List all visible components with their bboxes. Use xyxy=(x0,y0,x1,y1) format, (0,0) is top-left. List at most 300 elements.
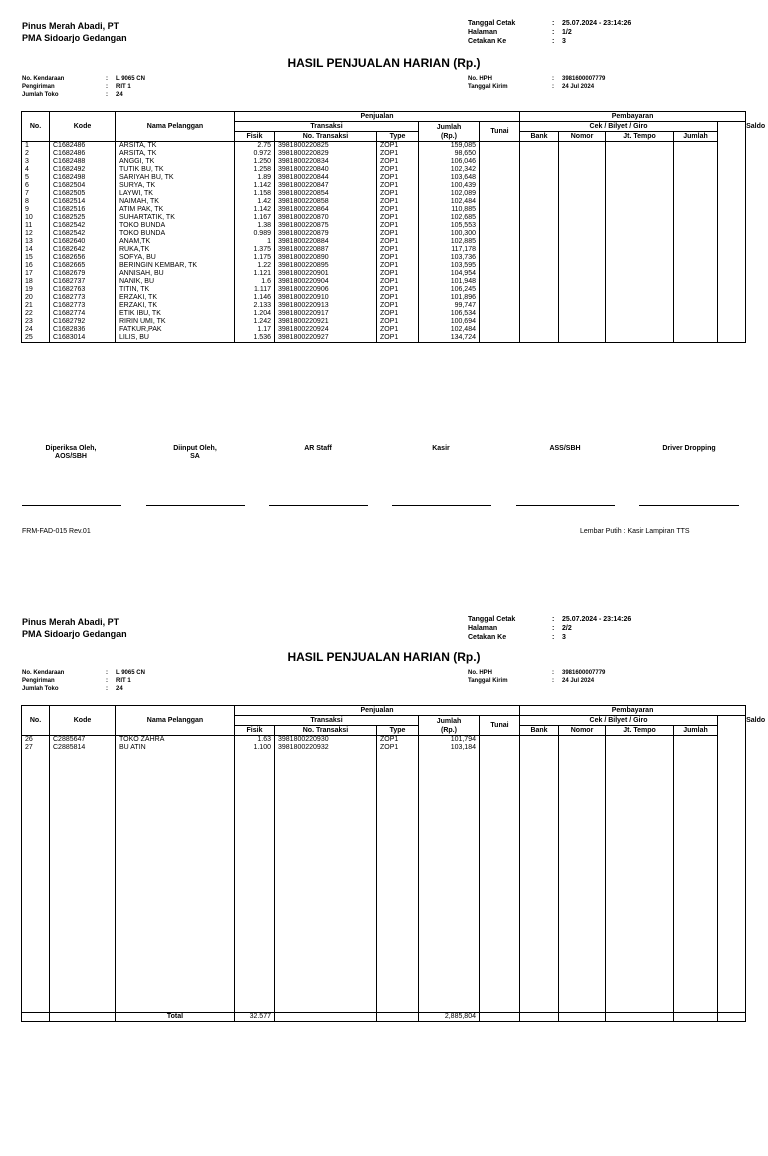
table-row xyxy=(22,230,746,238)
cell-type: ZOP1 xyxy=(377,334,419,343)
empty-cell xyxy=(480,262,520,270)
cell-jumlah: 102,685 xyxy=(419,214,480,222)
cell-nama: ANAM,TK xyxy=(116,238,235,246)
empty-cell xyxy=(606,302,674,310)
empty-cell xyxy=(559,326,606,334)
empty-cell xyxy=(480,1013,520,1022)
empty-cell xyxy=(674,318,718,326)
col-no-transaksi: No. Transaksi xyxy=(275,726,377,736)
cell-fisik: 1.38 xyxy=(235,222,275,230)
hph-info: No. HPH : 3981600007779 Tanggal Kirim : 24 Jul 2024 xyxy=(468,76,606,90)
empty-cell xyxy=(606,262,674,270)
empty-cell xyxy=(606,310,674,318)
empty-cell xyxy=(480,294,520,302)
table-row xyxy=(22,302,746,310)
empty-cell xyxy=(718,158,746,166)
cell-type: ZOP1 xyxy=(377,326,419,334)
cell-kode: C1682492 xyxy=(50,166,116,174)
empty-cell xyxy=(674,190,718,198)
empty-cell xyxy=(559,206,606,214)
cell-type: ZOP1 xyxy=(377,230,419,238)
cell-no-transaksi: 3981800220829 xyxy=(275,150,377,158)
cell-jumlah: 102,484 xyxy=(419,198,480,206)
cell-nama: ANGGI, TK xyxy=(116,158,235,166)
cell-kode: C1682836 xyxy=(50,326,116,334)
cell-fisik: 1.536 xyxy=(235,334,275,343)
empty-cell xyxy=(559,166,606,174)
cell-no: 24 xyxy=(22,326,50,334)
cell-fisik: 1.242 xyxy=(235,318,275,326)
cell-kode: C2885647 xyxy=(50,736,116,745)
cell-fisik: 1.250 xyxy=(235,158,275,166)
cell-fisik: 1.63 xyxy=(235,736,275,745)
cell-fisik: 1.42 xyxy=(235,198,275,206)
sig-checked-by: Diperiksa Oleh, AOS/SBH xyxy=(45,445,97,460)
cell-nama: ERZAKI, TK xyxy=(116,302,235,310)
empty-cell xyxy=(559,254,606,262)
cell-jumlah: 106,534 xyxy=(419,310,480,318)
print-count-value: 3 xyxy=(562,38,566,45)
cell-no-transaksi: 3981800220879 xyxy=(275,230,377,238)
cell-type: ZOP1 xyxy=(377,214,419,222)
cell-fisik: 1.89 xyxy=(235,174,275,182)
hph-info: No. HPH : 3981600007779 Tanggal Kirim : 24 Jul 2024 xyxy=(468,670,606,684)
table-row xyxy=(22,278,746,286)
vehicle-value: L 9065 CN xyxy=(116,670,145,676)
page-label: Halaman xyxy=(468,29,498,36)
empty-cell xyxy=(718,150,746,158)
empty-cell xyxy=(606,198,674,206)
cell-nama: SOFYA, BU xyxy=(116,254,235,262)
empty-cell xyxy=(480,310,520,318)
cell-fisik: 1.204 xyxy=(235,310,275,318)
empty-cell xyxy=(718,166,746,174)
empty-cell xyxy=(606,190,674,198)
sig-ar-staff: AR Staff xyxy=(304,445,332,452)
cell-no: 27 xyxy=(22,744,50,752)
sales-table-body xyxy=(22,736,746,1022)
cell-jumlah: 105,553 xyxy=(419,222,480,230)
empty-cell xyxy=(718,310,746,318)
empty-cell xyxy=(559,214,606,222)
vehicle-value: L 9065 CN xyxy=(116,76,145,82)
empty-cell xyxy=(718,270,746,278)
empty-cell xyxy=(674,744,718,752)
col-nomor: Nomor xyxy=(559,726,606,736)
signature-line xyxy=(392,505,491,506)
cell-kode: C1682505 xyxy=(50,190,116,198)
company-block xyxy=(22,20,127,44)
empty-cell xyxy=(480,206,520,214)
empty-cell xyxy=(520,222,559,230)
col-penjualan: Penjualan xyxy=(235,706,520,716)
empty-cell xyxy=(718,214,746,222)
cell-kode: C1682498 xyxy=(50,174,116,182)
empty-cell xyxy=(606,166,674,174)
empty-cell xyxy=(674,222,718,230)
cell-jumlah: 102,885 xyxy=(419,238,480,246)
empty-cell xyxy=(718,198,746,206)
cell-fisik: 1.121 xyxy=(235,270,275,278)
empty-cell xyxy=(275,752,377,1013)
cell-fisik: 1.375 xyxy=(235,246,275,254)
empty-cell xyxy=(606,736,674,745)
cell-nama: ARSITA, TK xyxy=(116,150,235,158)
cell-jumlah: 100,694 xyxy=(419,318,480,326)
empty-cell xyxy=(674,246,718,254)
report-page-2 xyxy=(0,596,768,1156)
empty-cell xyxy=(718,230,746,238)
empty-cell xyxy=(718,206,746,214)
empty-cell xyxy=(606,326,674,334)
col-kode: Kode xyxy=(50,706,116,736)
empty-cell xyxy=(520,230,559,238)
empty-cell xyxy=(674,310,718,318)
filler-row xyxy=(22,752,746,1013)
cell-nama: LILIS, BU xyxy=(116,334,235,343)
empty-cell xyxy=(674,166,718,174)
total-label: Total xyxy=(116,1013,235,1022)
empty-cell xyxy=(520,318,559,326)
empty-cell xyxy=(520,238,559,246)
table-row xyxy=(22,334,746,343)
empty-cell xyxy=(718,254,746,262)
hph-value: 3981600007779 xyxy=(562,670,606,676)
empty-cell xyxy=(480,214,520,222)
empty-cell xyxy=(480,318,520,326)
cell-no: 9 xyxy=(22,206,50,214)
empty-cell xyxy=(480,270,520,278)
cell-kode: C1682763 xyxy=(50,286,116,294)
empty-cell xyxy=(520,752,559,1013)
vehicle-label: No. Kendaraan xyxy=(22,76,65,82)
empty-cell xyxy=(559,230,606,238)
cell-jumlah: 102,342 xyxy=(419,166,480,174)
cell-nama: TITIN, TK xyxy=(116,286,235,294)
cell-jumlah: 104,954 xyxy=(419,270,480,278)
empty-cell xyxy=(718,246,746,254)
cell-type: ZOP1 xyxy=(377,246,419,254)
cell-no-transaksi: 3981800220858 xyxy=(275,198,377,206)
cell-fisik: 1.167 xyxy=(235,214,275,222)
cell-jumlah: 103,595 xyxy=(419,262,480,270)
empty-cell xyxy=(606,222,674,230)
cell-nama: BU ATIN xyxy=(116,744,235,752)
sales-table: No. Kode Nama Pelanggan Penjualan Pembayaran Saldo Transaksi Jumlah (Rp.) Tunai Cek / Bilyet / Giro Fisik No. Transaksi Type Bank Nomor Jt. Tempo Jumlah 1 C1682486 ARSITA, TK 2.75 3981800220825 ZOP1 159,085 2 C1682486 ARSITA, TK 0.972 3981800220829 ZOP1 98,650 3 C1682488 ANGGI, TK 1.250 3981800220834 ZOP1 106,046 4 C1682492 TUTIK BU, TK 1.258 3981800220840 ZOP1 102,342 5 C1682498 SARIYAH BU, TK 1.89 3981800220844 ZOP1 103,648 6 C1682504 SURYA, TK 1.142 3981800220847 ZOP1 100,439 7 C1682505 LAYWI, TK 1.158 3981800220854 ZOP1 102,089 8 C1682514 NAIMAH, TK 1.42 3981800220858 ZOP1 102,484 9 C1682516 ATIM PAK, TK 1.142 3981800220864 ZOP1 110,885 10 C1682525 SUHARTATIK, TK 1.167 3981800220870 ZOP1 102,685 11 C1682542 TOKO BUNDA 1.38 3981800220875 ZOP1 105,553 12 C1682542 TOKO BUNDA 0.989 3981800220879 ZOP1 100,300 13 C1682640 ANAM,TK 1 3981800220884 ZOP1 102,885 14 C1682642 RUKA,TK 1.375 3981800220887 ZOP1 117,178 15 C1682656 SOFYA, BU 1.175 3981800220890 ZOP1 103,736 16 C1682665 BERINGIN KEMBAR, TK 1.22 3981800220895 ZOP1 103,595 17 C1682679 ANNISAH, BU 1.121 3981800220901 ZOP1 104,954 18 C1682737 NANIK, BU 1.6 3981800220904 ZOP1 101,948 19 C1682763 TITIN, TK 1.117 3981800220906 ZOP1 106,245 20 C1682773 ERZAKI, TK 1.146 3981800220910 ZOP1 101,896 21 C1682773 ERZAKI, TK 2.133 3981800220913 ZOP1 99,747 22 C1682774 ETIK IBU, TK 1.204 3981800220917 ZOP1 106,534 23 C1682792 RIRIN UMI, TK 1.242 3981800220921 ZOP1 100,694 24 C1682836 FATKUR,PAK 1.17 3981800220924 ZOP1 102,484 25 C1683014 LILIS, BU 1.536 3981800220927 ZOP1 134,724 xyxy=(21,111,746,343)
page-label: Halaman xyxy=(468,625,498,632)
empty-cell xyxy=(480,238,520,246)
cell-kode: C1682773 xyxy=(50,294,116,302)
cell-fisik: 2.133 xyxy=(235,302,275,310)
cell-type: ZOP1 xyxy=(377,744,419,752)
empty-cell xyxy=(606,230,674,238)
table-row xyxy=(22,198,746,206)
table-row xyxy=(22,744,746,752)
col-kode: Kode xyxy=(50,112,116,142)
empty-cell xyxy=(559,752,606,1013)
empty-cell xyxy=(606,214,674,222)
total-fisik: 32.577 xyxy=(235,1013,275,1022)
empty-cell xyxy=(606,142,674,151)
cell-jumlah: 99,747 xyxy=(419,302,480,310)
cell-jumlah: 102,484 xyxy=(419,326,480,334)
cell-no: 22 xyxy=(22,310,50,318)
cell-type: ZOP1 xyxy=(377,262,419,270)
empty-cell xyxy=(520,158,559,166)
empty-cell xyxy=(674,254,718,262)
cell-nama: ATIM PAK, TK xyxy=(116,206,235,214)
send-date-value: 24 Jul 2024 xyxy=(562,84,595,90)
empty-cell xyxy=(674,150,718,158)
cell-kode: C2885814 xyxy=(50,744,116,752)
col-pembayaran: Pembayaran xyxy=(520,706,746,716)
cell-nama: BERINGIN KEMBAR, TK xyxy=(116,262,235,270)
cell-nama: SARIYAH BU, TK xyxy=(116,174,235,182)
cell-kode: C1682516 xyxy=(50,206,116,214)
cell-kode: C1682656 xyxy=(50,254,116,262)
empty-cell xyxy=(718,318,746,326)
empty-cell xyxy=(22,1013,50,1022)
cell-nama: NAIMAH, TK xyxy=(116,198,235,206)
col-penjualan: Penjualan xyxy=(235,112,520,122)
col-jumlah-cek: Jumlah xyxy=(674,132,718,142)
empty-cell xyxy=(520,182,559,190)
shipment-value: RIT 1 xyxy=(116,84,131,90)
shipment-info: No. Kendaraan : L 9065 CN Pengiriman : RIT 1 Jumlah Toko : 24 xyxy=(22,670,145,692)
empty-cell xyxy=(718,294,746,302)
print-count-label: Cetakan Ke xyxy=(468,634,507,641)
col-nomor: Nomor xyxy=(559,132,606,142)
empty-cell xyxy=(235,752,275,1013)
empty-cell xyxy=(674,206,718,214)
empty-cell xyxy=(674,158,718,166)
empty-cell xyxy=(559,262,606,270)
empty-cell xyxy=(520,198,559,206)
store-count-label: Jumlah Toko xyxy=(22,92,59,98)
cell-type: ZOP1 xyxy=(377,150,419,158)
table-row xyxy=(22,270,746,278)
cell-nama: TOKO ZAHRA xyxy=(116,736,235,745)
empty-cell xyxy=(606,246,674,254)
empty-cell xyxy=(674,262,718,270)
empty-cell xyxy=(674,174,718,182)
cell-no-transaksi: 3981800220870 xyxy=(275,214,377,222)
cell-fisik: 0.989 xyxy=(235,230,275,238)
empty-cell xyxy=(559,198,606,206)
cell-fisik: 1.146 xyxy=(235,294,275,302)
cell-kode: C1682525 xyxy=(50,214,116,222)
col-bank: Bank xyxy=(520,132,559,142)
cell-kode: C1682514 xyxy=(50,198,116,206)
table-row xyxy=(22,286,746,294)
empty-cell xyxy=(480,230,520,238)
empty-cell xyxy=(480,254,520,262)
send-date-label: Tanggal Kirim xyxy=(468,678,508,684)
cell-jumlah: 102,089 xyxy=(419,190,480,198)
col-cek: Cek / Bilyet / Giro xyxy=(520,122,718,132)
col-nama: Nama Pelanggan xyxy=(116,112,235,142)
cell-no-transaksi: 3981800220890 xyxy=(275,254,377,262)
empty-cell xyxy=(480,174,520,182)
empty-cell xyxy=(606,318,674,326)
cell-fisik: 1.17 xyxy=(235,326,275,334)
cell-fisik: 1.258 xyxy=(235,166,275,174)
col-pembayaran: Pembayaran xyxy=(520,112,746,122)
empty-cell xyxy=(718,736,746,745)
empty-cell xyxy=(718,182,746,190)
empty-cell xyxy=(606,150,674,158)
table-row xyxy=(22,262,746,270)
empty-cell xyxy=(559,278,606,286)
table-row xyxy=(22,214,746,222)
cell-type: ZOP1 xyxy=(377,222,419,230)
cell-no: 20 xyxy=(22,294,50,302)
print-count-value: 3 xyxy=(562,634,566,641)
report-page-1 xyxy=(0,0,768,560)
cell-kode: C1682504 xyxy=(50,182,116,190)
table-row xyxy=(22,310,746,318)
cell-type: ZOP1 xyxy=(377,182,419,190)
table-row xyxy=(22,294,746,302)
empty-cell xyxy=(674,294,718,302)
sales-table: No. Kode Nama Pelanggan Penjualan Pembayaran Saldo Transaksi Jumlah (Rp.) Tunai Cek / Bilyet / Giro Fisik No. Transaksi Type Bank Nomor Jt. Tempo Jumlah 26 C2885647 TOKO ZAHRA 1.63 3981800220930 ZOP1 101,794 27 C2885814 BU ATIN 1.100 3981800220932 ZOP1 103,184 Total 32.577 2,885,804 xyxy=(21,705,746,1022)
empty-cell xyxy=(520,206,559,214)
empty-cell xyxy=(480,190,520,198)
empty-cell xyxy=(559,270,606,278)
shipment-label: Pengiriman xyxy=(22,678,55,684)
empty-cell xyxy=(559,744,606,752)
cell-nama: RIRIN UMI, TK xyxy=(116,318,235,326)
cell-no: 18 xyxy=(22,278,50,286)
table-row xyxy=(22,238,746,246)
empty-cell xyxy=(419,752,480,1013)
empty-cell xyxy=(674,230,718,238)
table-row xyxy=(22,174,746,182)
empty-cell xyxy=(520,166,559,174)
send-date-value: 24 Jul 2024 xyxy=(562,678,595,684)
empty-cell xyxy=(559,158,606,166)
cell-no-transaksi: 3981800220825 xyxy=(275,142,377,151)
cell-fisik: 1 xyxy=(235,238,275,246)
cell-jumlah: 159,085 xyxy=(419,142,480,151)
cell-no: 5 xyxy=(22,174,50,182)
empty-cell xyxy=(559,182,606,190)
empty-cell xyxy=(674,286,718,294)
page-value: 2/2 xyxy=(562,625,572,632)
empty-cell xyxy=(674,214,718,222)
col-jumlah: Jumlah (Rp.) xyxy=(419,716,480,736)
cell-jumlah: 100,300 xyxy=(419,230,480,238)
cell-no: 23 xyxy=(22,318,50,326)
cell-nama: LAYWI, TK xyxy=(116,190,235,198)
cell-jumlah: 101,896 xyxy=(419,294,480,302)
cell-fisik: 1.100 xyxy=(235,744,275,752)
cell-nama: TOKO BUNDA xyxy=(116,230,235,238)
empty-cell xyxy=(606,182,674,190)
cell-type: ZOP1 xyxy=(377,142,419,151)
cell-no: 26 xyxy=(22,736,50,745)
cell-type: ZOP1 xyxy=(377,206,419,214)
empty-cell xyxy=(718,286,746,294)
store-count-label: Jumlah Toko xyxy=(22,686,59,692)
cell-type: ZOP1 xyxy=(377,278,419,286)
branch-name: PMA Sidoarjo Gedangan xyxy=(22,629,127,639)
cell-kode: C1682486 xyxy=(50,150,116,158)
cell-fisik: 1.175 xyxy=(235,254,275,262)
col-jt-tempo: Jt. Tempo xyxy=(606,132,674,142)
empty-cell xyxy=(718,326,746,334)
empty-cell xyxy=(480,278,520,286)
empty-cell xyxy=(559,222,606,230)
cell-no: 1 xyxy=(22,142,50,151)
empty-cell xyxy=(520,302,559,310)
cell-fisik: 0.972 xyxy=(235,150,275,158)
print-info: Tanggal Cetak : 25.07.2024 - 23:14:26 Halaman : 1/2 Cetakan Ke : 3 xyxy=(468,20,632,45)
empty-cell xyxy=(480,736,520,745)
empty-cell xyxy=(718,174,746,182)
cell-jumlah: 103,736 xyxy=(419,254,480,262)
cell-no: 16 xyxy=(22,262,50,270)
footer-note: Lembar Putih : Kasir Lampiran TTS xyxy=(580,528,690,535)
cell-nama: TUTIK BU, TK xyxy=(116,166,235,174)
col-transaksi: Transaksi xyxy=(235,716,419,726)
cell-fisik: 1.158 xyxy=(235,190,275,198)
sales-table-body xyxy=(22,142,746,343)
empty-cell xyxy=(520,262,559,270)
store-count-value: 24 xyxy=(116,686,123,692)
cell-type: ZOP1 xyxy=(377,254,419,262)
empty-cell xyxy=(674,270,718,278)
empty-cell xyxy=(480,334,520,343)
cell-kode: C1682737 xyxy=(50,278,116,286)
cell-type: ZOP1 xyxy=(377,238,419,246)
empty-cell xyxy=(377,752,419,1013)
empty-cell xyxy=(559,174,606,182)
empty-cell xyxy=(520,270,559,278)
hph-label: No. HPH xyxy=(468,76,492,82)
cell-fisik: 1.142 xyxy=(235,206,275,214)
empty-cell xyxy=(520,294,559,302)
empty-cell xyxy=(480,150,520,158)
col-cek: Cek / Bilyet / Giro xyxy=(520,716,718,726)
vehicle-label: No. Kendaraan xyxy=(22,670,65,676)
table-row xyxy=(22,246,746,254)
cell-type: ZOP1 xyxy=(377,310,419,318)
cell-no-transaksi: 3981800220921 xyxy=(275,318,377,326)
signature-line xyxy=(146,505,245,506)
sig-kasir: Kasir xyxy=(432,445,450,452)
signature-line xyxy=(269,505,368,506)
cell-no: 19 xyxy=(22,286,50,294)
cell-jumlah: 110,885 xyxy=(419,206,480,214)
col-bank: Bank xyxy=(520,726,559,736)
cell-jumlah: 101,948 xyxy=(419,278,480,286)
cell-jumlah: 98,650 xyxy=(419,150,480,158)
empty-cell xyxy=(50,752,116,1013)
company-name: Pinus Merah Abadi, PT xyxy=(22,21,120,31)
signature-line xyxy=(516,505,615,506)
empty-cell xyxy=(50,1013,116,1022)
cell-no-transaksi: 3981800220917 xyxy=(275,310,377,318)
print-info: Tanggal Cetak : 25.07.2024 - 23:14:26 Halaman : 2/2 Cetakan Ke : 3 xyxy=(468,616,632,641)
empty-cell xyxy=(275,1013,377,1022)
cell-no-transaksi: 3981800220875 xyxy=(275,222,377,230)
empty-cell xyxy=(520,744,559,752)
table-row xyxy=(22,318,746,326)
empty-cell xyxy=(520,1013,559,1022)
empty-cell xyxy=(559,150,606,158)
empty-cell xyxy=(674,182,718,190)
